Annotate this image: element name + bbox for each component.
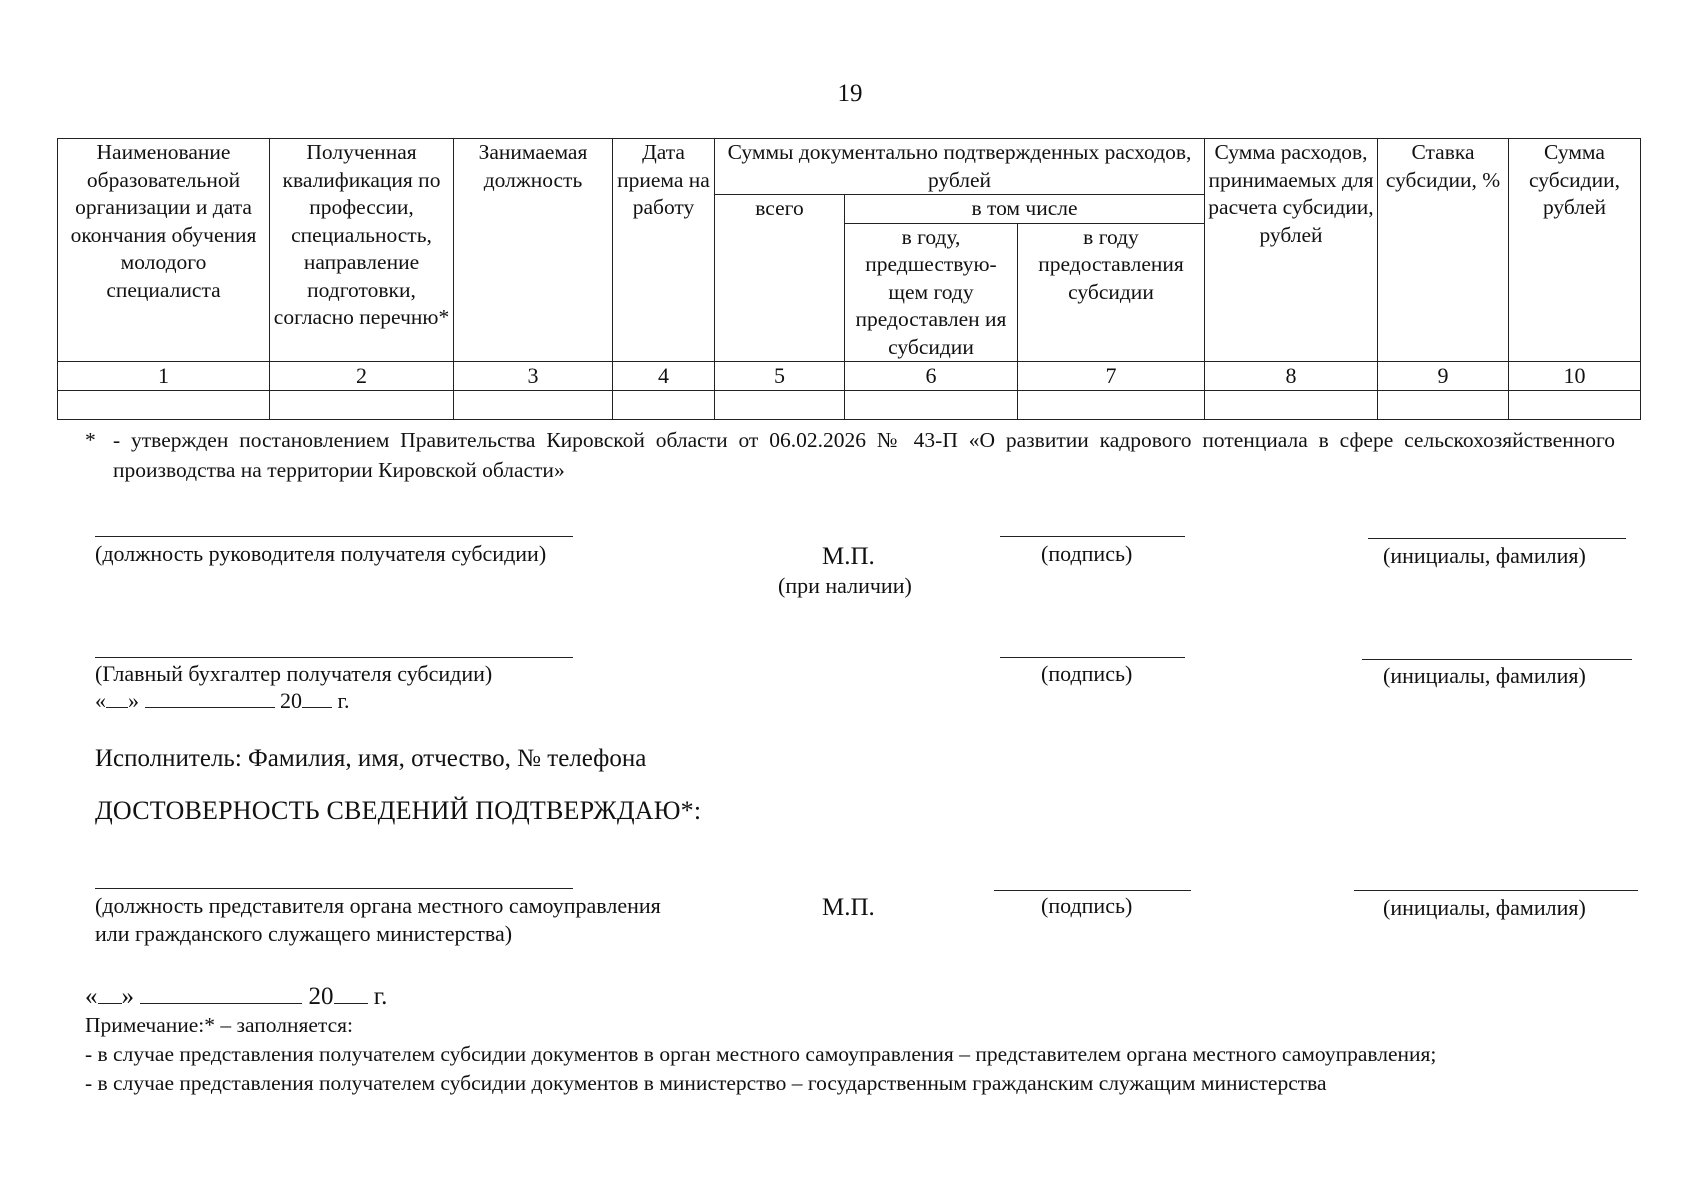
table-cell-empty[interactable] <box>270 391 454 420</box>
stamp-mark: М.П. <box>822 543 875 570</box>
date-year-prefix: 20 <box>280 688 302 713</box>
column-number: 1 <box>58 362 270 391</box>
header-qualification: Полученная квалификация по профессии, специальность, направление подготовки, согласно перечню* <box>270 139 454 362</box>
column-number: 3 <box>454 362 613 391</box>
head-name-line[interactable] <box>1368 538 1626 539</box>
head-position-label: (должность руководителя получателя субсидии) <box>95 541 547 566</box>
date3-year-prefix: 20 <box>308 983 334 1010</box>
header-subsidy-rate: Ставка субсидии, % <box>1378 139 1509 362</box>
column-number: 2 <box>270 362 454 391</box>
header-org-name: Наименование образовательной организации и дата окончания обучения молодого специалиста <box>58 139 270 362</box>
table-cell-empty[interactable] <box>1018 391 1205 420</box>
note-line-2: - в случае представления получателем субсидии документов в министерство – государственным гражданским служащим министерства <box>85 1071 1327 1095</box>
accountant-position-line[interactable] <box>95 657 573 658</box>
header-position: Занимаемая должность <box>454 139 613 362</box>
accountant-signature-label: (подпись) <box>1041 661 1133 686</box>
accountant-date <box>95 687 350 715</box>
accountant-name-line[interactable] <box>1362 659 1632 660</box>
date3-year-blank[interactable] <box>334 983 368 1004</box>
confirm-heading: ДОСТОВЕРНОСТЬ СВЕДЕНИЙ ПОДТВЕРЖДАЮ*: <box>95 796 702 825</box>
accountant-name-label: (инициалы, фамилия) <box>1383 663 1586 688</box>
column-number: 9 <box>1378 362 1509 391</box>
column-number: 4 <box>613 362 715 391</box>
table-cell-empty[interactable] <box>1509 391 1641 420</box>
table-cell-empty[interactable] <box>613 391 715 420</box>
note-line-1: - в случае представления получателем субсидии документов в орган местного самоуправления – представителем органа местного самоуправления; <box>85 1042 1437 1066</box>
column-number: 6 <box>845 362 1018 391</box>
header-expenses-accepted: Сумма расходов, принимаемых для расчета субсидии, рублей <box>1205 139 1378 362</box>
accountant-signature-line[interactable] <box>1000 657 1185 658</box>
footnote-text: - утвержден постановлением Правительства Кировской области от 06.02.2026 № 43-П «О развитии кадрового потенциала в сфере сельскохозяйственного производства на территории Кировской области» <box>113 428 1615 482</box>
table-cell-empty[interactable] <box>58 391 270 420</box>
date-quote-close: » <box>128 688 139 713</box>
representative-position-label-1: (должность представителя органа местного самоуправления <box>95 893 661 918</box>
stamp-note: (при наличии) <box>778 573 912 598</box>
header-subsidy-sum: Сумма субсидии, рублей <box>1509 139 1641 362</box>
table-cell-empty[interactable] <box>845 391 1018 420</box>
stamp-mark-2: М.П. <box>822 894 875 921</box>
footnote-star: * <box>85 428 96 452</box>
header-total: всего <box>715 195 845 362</box>
column-number: 10 <box>1509 362 1641 391</box>
representative-date <box>85 981 387 1013</box>
date3-quote-close: » <box>121 983 134 1010</box>
header-hire-date: Дата приема на работу <box>613 139 715 362</box>
column-number: 5 <box>715 362 845 391</box>
header-prior-year: в году, предшествую-щем году предоставлен ия субсидии <box>845 223 1018 362</box>
representative-signature-line[interactable] <box>994 890 1191 891</box>
executor-line: Исполнитель: Фамилия, имя, отчество, № телефона <box>95 745 647 772</box>
date-day-blank[interactable] <box>106 687 128 708</box>
table-cell-empty[interactable] <box>1205 391 1378 420</box>
representative-signature-label: (подпись) <box>1041 893 1133 918</box>
date-year-blank[interactable] <box>302 687 332 708</box>
table-cell-empty[interactable] <box>454 391 613 420</box>
header-current-year: в году предоставления субсидии <box>1018 223 1205 362</box>
representative-name-line[interactable] <box>1354 890 1638 891</box>
header-expenses-group: Суммы документально подтвержденных расходов, рублей <box>715 139 1205 195</box>
representative-position-line[interactable] <box>95 888 573 889</box>
head-position-line[interactable] <box>95 536 573 537</box>
representative-position-label-2: или гражданского служащего министерства) <box>95 921 513 946</box>
column-number: 8 <box>1205 362 1378 391</box>
head-signature-line[interactable] <box>1000 536 1185 537</box>
accountant-position-label: (Главный бухгалтер получателя субсидии) <box>95 661 493 686</box>
table-cell-empty[interactable] <box>715 391 845 420</box>
representative-name-label: (инициалы, фамилия) <box>1383 895 1586 920</box>
date3-day-blank[interactable] <box>98 983 122 1004</box>
date-year-suffix: г. <box>337 688 350 713</box>
page-number: 19 <box>837 80 863 107</box>
date3-quote-open: « <box>85 983 98 1010</box>
date3-year-suffix: г. <box>373 983 388 1010</box>
date-quote-open: « <box>95 688 106 713</box>
date-month-blank[interactable] <box>145 687 275 708</box>
subsidy-table <box>57 138 1641 420</box>
footnote <box>85 425 1615 485</box>
head-name-label: (инициалы, фамилия) <box>1383 543 1586 568</box>
column-number: 7 <box>1018 362 1205 391</box>
header-including-group: в том числе <box>845 195 1205 224</box>
table-cell-empty[interactable] <box>1378 391 1509 420</box>
note-title: Примечание:* – заполняется: <box>85 1013 353 1037</box>
head-signature-label: (подпись) <box>1041 541 1133 566</box>
date3-month-blank[interactable] <box>140 983 302 1004</box>
